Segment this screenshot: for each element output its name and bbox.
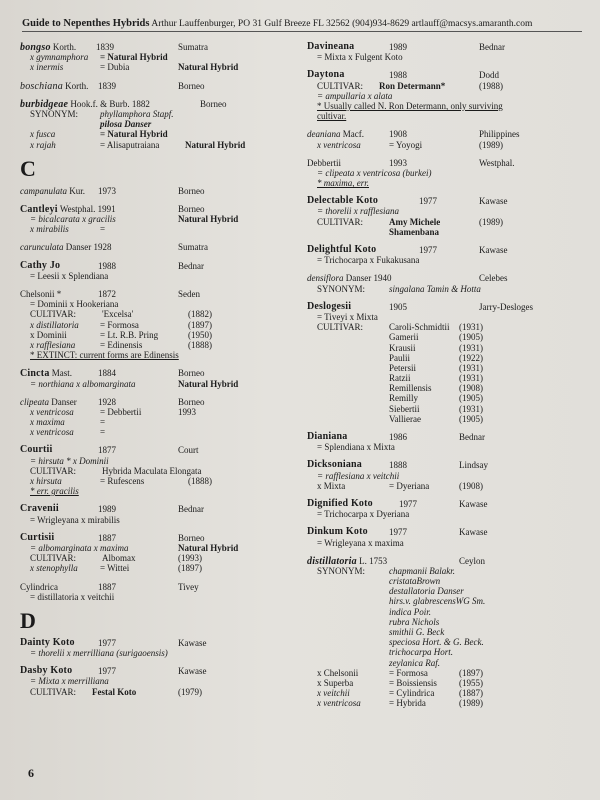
cross-parent: x stenophylla [30,563,78,574]
entry-clipeata [20,397,298,438]
entry-year: 1989 [389,42,407,52]
entry-name: densiflora [307,273,344,284]
entry-location: Borneo [178,368,205,379]
entry-name: Dasby Koto [20,665,73,677]
cross-result: = Formosa [100,319,139,330]
entry-deslogesii [307,302,585,424]
cross-result: = [100,224,106,235]
cross-parents: = Splendiana x Mixta [317,442,395,453]
cross-parents: = Dominii x Hookeriana [30,299,119,310]
entry-location: Bednar [178,260,204,271]
entry-boschiana [20,81,298,91]
entry-daytona [307,70,585,121]
entry-location: Sumatra [178,242,208,253]
entry-name: Davineana [307,41,355,52]
cross-result: = Natural Hybrid [100,129,168,140]
cross-parents: = distillatoria x veitchii [30,591,115,602]
cultivar-year: (1931) [459,342,483,353]
cultivar-name: Paulii [389,352,411,363]
entry-burbidgeae [20,99,298,150]
cross-year: 1993 [178,406,196,417]
cultivar-name: Hybrida Maculata Elongata [102,465,202,476]
entry-cravenii [20,504,298,524]
synonym: rubra Nichols [389,616,440,627]
entry-year: 1928 [93,242,112,253]
entry-year: 1988 [98,260,116,271]
cultivar-year: (1931) [459,322,483,333]
cross-result: = Wittei [100,563,130,574]
cultivar-year: (1905) [459,332,483,343]
entry-location: Seden [178,289,200,299]
entry-location: Philippines [479,129,520,140]
cross-parents: = albomarginata x maxima [30,542,129,553]
entry-location: Borneo [200,98,227,109]
page-number: 6 [28,766,34,780]
entry-year: 1839 [96,42,114,52]
cross-year: (1897) [188,319,212,330]
entry-name: Dignified Koto [307,497,373,509]
cultivar-year: (1988) [479,80,503,91]
synonym: phyllamphora Stapf. [100,108,174,119]
cross-parents: = thorelii x merrilliana (surigaoensis) [30,648,168,659]
entry-year: 1888 [389,460,407,471]
left-column [20,42,298,705]
right-column [307,42,585,717]
cultivar-name: Siebertii [389,403,420,414]
entry-cincta [20,368,298,388]
cross-note: Natural Hybrid [178,542,239,553]
cross-parent: x ventricosa [30,406,74,417]
cultivar-label: CULTIVAR: [317,80,364,91]
entry-location: Sumatra [178,42,208,52]
entry-location: Westphal. [479,157,515,168]
cultivar-year: (1989) [479,216,503,227]
cross-parents: = Tiveyi x Mixta [317,311,378,322]
cross-parents: = clipeata x ventricosa (burkei) [317,167,432,178]
synonym: trichocarpa Hort. [389,647,453,658]
cross-result: = Lt. R.B. Pring [100,329,159,340]
cross-result: = Boissiensis [389,677,437,688]
cross-result: = Rufescens [100,476,145,486]
entry-chelsonii [20,289,298,360]
cross-year: (1887) [459,688,483,699]
cross-result: = Debbertii [100,406,142,417]
entry-year: 1989 [98,504,116,515]
cross-result: = Alisaputraiana [100,139,160,150]
cultivar-year: (1922) [459,352,483,363]
entry-year: 1882 [131,98,150,109]
entry-densiflora [307,273,585,293]
cross-parent: x ventricosa [317,698,361,709]
entry-name: Dinkum Koto [307,526,368,538]
cross-parents: = Leesii x Splendiana [30,270,109,281]
entry-year: 1908 [389,129,407,140]
cross-parent: x veitchii [317,688,350,699]
cross-year: (1989) [459,698,483,709]
entry-location: Jarry-Desloges [479,301,533,312]
cultivar-year: (1908) [459,383,483,394]
cross-result: = Natural Hybrid [100,52,168,63]
entry-location: Bednar [459,432,485,442]
entry-year: 1905 [389,301,407,312]
cross-parents: = bicalcarata x gracilis [30,214,116,225]
entry-year: 1977 [419,196,437,207]
page-header [22,18,582,32]
cross-parents: = Mixta x merrilliana [30,676,109,687]
entry-author: Mast. [51,368,73,379]
entry-location: Ceylon [459,555,485,566]
entry-year: 1839 [98,80,116,91]
entry-year: 1877 [98,445,116,456]
cross-result: = [100,417,106,428]
entry-year: 1887 [98,532,116,543]
entry-year: 1986 [389,432,407,442]
cross-result: = Cylindrica [389,688,435,699]
entry-year: 1977 [98,637,116,648]
entry-deaniana [307,129,585,149]
cultivar-name: Caroli-Schmidtii [389,322,450,333]
entry-year: 1977 [98,666,116,677]
entry-location: Lindsay [459,460,488,471]
entry-debbertii [307,158,585,189]
entry-location: Borneo [178,80,205,91]
entry-name: Chelsonii * [20,289,62,299]
cross-result: = Dubia [100,62,130,73]
synonym: destallatoria Danser [389,586,464,597]
entry-name: Delightful Koto [307,244,377,255]
cross-year: (1950) [188,329,212,340]
entry-year: 1753 [369,555,388,566]
entry-davineana [307,42,585,62]
cultivar-name: Vallierae [389,413,421,424]
cultivar-year: (1931) [459,403,483,414]
cultivar-name: Petersii [389,362,416,373]
synonym: hirs.v. glabrescensWG Sm. [389,596,486,607]
entry-name: burbidgeae [20,98,69,110]
header-title: Guide to Nepenthes Hybrids [22,18,150,29]
cultivar-name: Gamerii [389,332,419,343]
cultivar-year: (1882) [188,309,212,320]
entry-campanulata [20,186,298,196]
entry-location: Borneo [178,532,205,543]
entry-location: Court [178,445,199,456]
cross-parents: = rafflesiana x veitchii [317,470,400,481]
cross-note: Natural Hybrid [178,62,239,73]
cross-result: = Yoyogi [389,139,423,150]
entry-year: 1988 [389,70,407,81]
cross-result: = Dyeriana [389,480,430,491]
entry-author: Korth. [65,80,89,91]
entry-location: Kawase [479,245,508,255]
cultivar-name: Amy Michele [389,216,441,227]
cultivar-year: (1931) [459,362,483,373]
entry-location: Bednar [479,42,505,52]
cultivar-name: Ron Determann* [379,80,446,91]
entry-author: Danser [51,396,77,407]
cross-parent: x gymnamphora [30,52,89,63]
synonym: speciosa Hort. & G. Beck. [389,637,484,648]
cross-parent: x inermis [30,62,64,73]
cross-year: (1888) [188,339,212,350]
entry-year: 1977 [389,527,407,538]
entry-dinkum-koto [307,527,585,547]
cultivar-name: Festal Koto [92,686,137,697]
cross-parents: = thorelii x rafflesiana [317,206,399,217]
entry-carunculata [20,242,298,252]
cultivar-year: (1993) [178,553,202,564]
synonym: cristataBrown [389,576,441,587]
entry-name: Dianiana [307,431,348,442]
cultivar-name: Ratzii [389,373,411,384]
entry-courtii [20,445,298,496]
cross-year: (1908) [459,480,483,491]
cultivar-year: (1905) [459,393,483,404]
cross-year: (1989) [479,139,503,150]
cross-parent: x Superba [317,677,354,688]
entry-location: Kawase [178,637,207,648]
cultivar-name: 'Excelsa' [102,309,134,320]
synonym: pilosa Danser [100,119,152,130]
cross-parent: x ventricosa [30,427,74,438]
entry-name: Courtii [20,444,53,456]
section-letter: C [20,155,36,181]
cross-parent: x distillatoria [30,319,79,330]
cross-parent: x maxima [30,417,65,428]
cross-year: (1897) [178,563,202,574]
entry-location: Kawase [459,498,488,509]
entry-name: Cathy Jo [20,259,61,271]
entry-note: cultivar. [317,111,347,122]
entry-cylindrica [20,582,298,602]
cultivar-label: CULTIVAR: [30,465,77,476]
entry-curtisii [20,533,298,574]
cross-result: = Hybrida [389,698,426,709]
entry-year: 1973 [98,185,116,196]
entry-year: 1872 [98,289,116,299]
entry-name: Dainty Koto [20,636,75,648]
entry-name: Curtisii [20,531,55,543]
cross-parents: = Trichocarpa x Dyeriana [317,509,410,520]
entry-bongso [20,42,298,73]
entry-location: Bednar [178,504,204,515]
entry-name: distillatoria [307,555,357,567]
entry-location: Kawase [479,196,508,207]
entry-year: 1884 [98,368,116,379]
cross-parent: x Chelsonii [317,667,359,678]
cultivar-label: CULTIVAR: [30,309,77,320]
cross-year: (1955) [459,677,483,688]
cross-parent: x rafflesiana [30,339,76,350]
synonym-label: SYNONYM: [317,565,366,576]
entry-name: campanulata [20,185,67,196]
entry-author: Korth. [52,42,77,52]
entry-location: Dodd [479,70,499,81]
cross-year: (1888) [188,476,212,486]
cultivar-label: CULTIVAR: [30,686,77,697]
cross-parent: x rajah [30,139,56,150]
entry-delightful-koto [307,245,585,265]
entry-note: * EXTINCT: current forms are Edinensis [30,350,179,361]
cross-note: Natural Hybrid [185,139,246,150]
cultivar-name: Krausii [389,342,416,353]
cultivar-name: Albomax [102,553,136,564]
cross-parents: = Mixta x Fulgent Koto [317,52,403,63]
entry-name: carunculata [20,242,64,253]
entry-author: Westphal. [59,203,96,214]
cultivar-name: Shamenbana [389,226,440,237]
entry-year: 1991 [97,203,116,214]
entry-location: Borneo [178,185,205,196]
cross-note: Natural Hybrid [178,214,239,225]
cross-parent: x mirabilis [30,224,69,235]
entry-distillatoria [307,556,585,709]
entry-author: Danser [65,242,92,253]
synonym: singalana Tamin & Hotta [389,283,481,294]
synonym: smithii G. Beck [389,627,445,637]
entry-dasby-koto [20,666,298,697]
synonym: chapmanii Balakr. [389,565,455,576]
cultivar-label: CULTIVAR: [317,216,364,227]
entry-year: 1887 [98,581,116,592]
cultivar-list [307,322,585,424]
section-letter: D [20,607,36,633]
entry-name: Daytona [307,69,345,81]
entry-cantleyi [20,204,298,235]
entry-author: Hook.f. & Burb. [70,98,130,109]
cross-parents: = hirsuta * x Dominii [30,455,109,466]
entry-name: Delectable Koto [307,195,379,207]
cross-parent: x Mixta [317,480,346,491]
cross-year: (1897) [459,667,483,678]
entry-author: Kur. [69,185,85,196]
entry-name: clipeata [20,396,49,407]
entry-note: * err. gracilis [30,486,79,497]
synonym: zeylanica Raf. [389,657,440,668]
cross-parents: = Wrigleyana x maxima [317,537,404,548]
entry-name: Cylindrica [20,581,58,592]
entry-year: 1940 [373,273,392,284]
entry-name: Deslogesii [307,300,352,312]
entry-location: Kawase [459,527,488,538]
cross-result: = Edinensis [100,339,143,350]
cross-parent: x ventricosa [317,139,361,150]
entry-year: 1993 [389,157,407,168]
entry-delectable-koto [307,196,585,237]
entry-location: Tivey [178,581,199,592]
entry-location: Kawase [178,666,207,677]
entry-name: Cincta [20,368,50,380]
entry-note: * maxima, err. [317,178,369,189]
cultivar-name: Remillensis [389,383,432,394]
entry-cathy-jo [20,261,298,281]
cross-result: = Formosa [389,667,428,678]
entry-location: Celebes [479,273,508,284]
synonym: indica Poir. [389,606,431,617]
cross-parents: = Wrigleyana x mirabilis [30,514,120,525]
cross-parent: x hirsuta [30,476,62,486]
cultivar-name: Remilly [389,393,418,404]
header-contact: Arthur Lauffenburger, PO 31 Gulf Breeze FL 32562 (904)934-8629 artlauff@macsys.amaranth.com [151,19,533,29]
entry-year: 1928 [98,396,116,407]
entry-year: 1977 [419,245,437,255]
cross-parent: x Dominii [30,329,67,340]
cross-note: Natural Hybrid [178,378,239,389]
synonym-label: SYNONYM: [30,108,79,119]
cultivar-year: (1979) [178,686,202,697]
entry-dainty-koto [20,638,298,658]
entry-author: Danser [345,273,372,284]
entry-location: Borneo [178,203,205,214]
entry-author: Macf. [342,129,364,140]
entry-name: Debbertii [307,157,341,168]
entry-name: Cantleyi [20,203,58,215]
cultivar-label: CULTIVAR: [317,322,364,333]
cross-parents: = northiana x albomarginata [30,378,136,389]
entry-name: deaniana [307,129,341,140]
entry-name: boschiana [20,80,63,92]
entry-year: 1977 [399,498,417,509]
cross-parent: x fusca [30,129,56,140]
entry-name: Dicksoniana [307,459,362,471]
synonym-label: SYNONYM: [317,283,366,294]
cultivar-year: (1931) [459,373,483,384]
entry-dicksoniana [307,460,585,491]
cross-parents: = ampullaria x alata [317,90,393,101]
cross-parents: = Trichocarpa x Fukakusana [317,255,420,266]
cultivar-year: (1905) [459,413,483,424]
cultivar-label: CULTIVAR: [30,553,77,564]
entry-location: Borneo [178,396,205,407]
entry-note: * Usually called N. Ron Determann, only surviving [317,100,503,111]
entry-author: L. [359,555,367,566]
entry-dignified-koto [307,499,585,519]
cross-result: = [100,427,106,438]
entry-name: Cravenii [20,503,59,515]
entry-dianiana [307,432,585,452]
entry-name: bongso [20,42,51,53]
